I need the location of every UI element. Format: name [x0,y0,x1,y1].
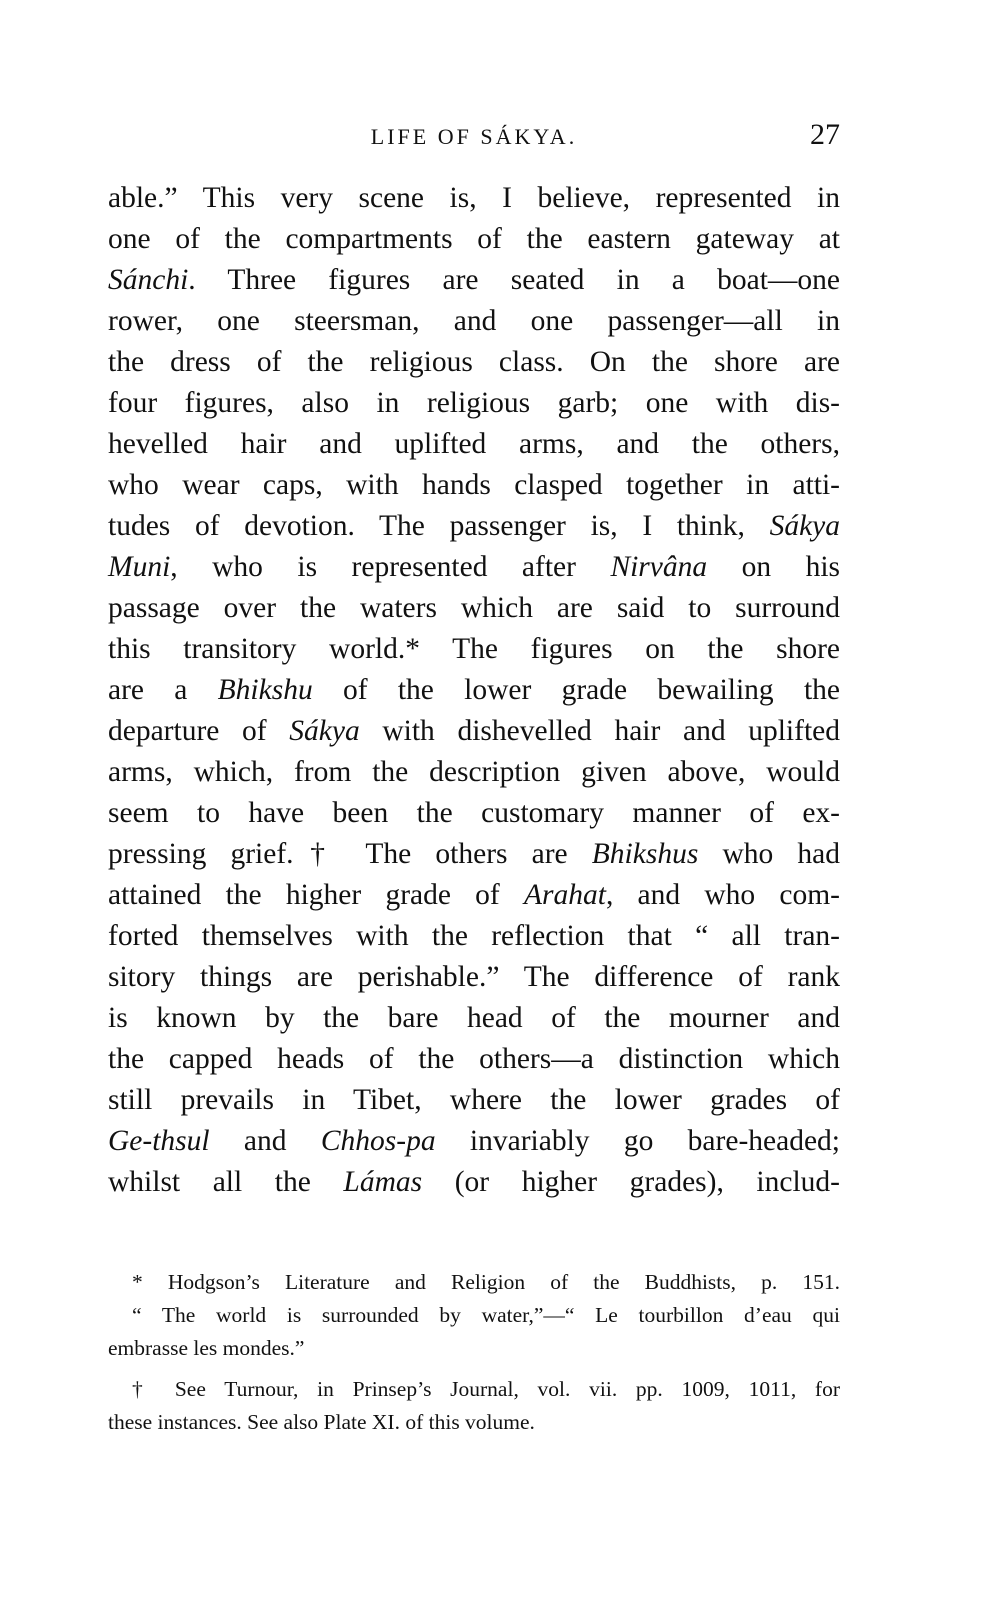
text-line: seem to have been the customary manner of ex- [108,797,840,829]
footnote-line: * Hodgson’s Literature and Religion of the Buddhists, p. 151. [132,1270,840,1294]
text-line: pressing grief.† The others are Bhikshus who had [108,838,840,870]
footnotes [108,1266,840,1439]
text-line: the capped heads of the others—a distinction which [108,1043,840,1075]
footnote-line: embrasse les mondes.” [108,1336,305,1360]
text-line: rower, one steersman, and one passenger—all in [108,305,840,337]
text-line: is known by the bare head of the mourner and [108,1002,840,1034]
page-number: 27 [810,118,840,151]
text-line: departure of Sákya with dishevelled hair and uplifted [108,715,840,747]
body-text [108,178,840,1203]
running-head [108,118,840,158]
text-line: still prevails in Tibet, where the lower grades of [108,1084,840,1116]
footnote-line: “ The world is surrounded by water,”—“ Le tourbillon d’eau qui [132,1303,840,1327]
text-line: four figures, also in religious garb; one with dis- [108,387,840,419]
text-line: this transitory world.* The figures on the shore [108,633,840,665]
text-line: Muni, who is represented after Nirvâna on his [108,551,840,583]
running-title: LIFE OF SÁKYA. [370,124,578,149]
text-line: who wear caps, with hands clasped together in atti- [108,469,840,501]
text-line: passage over the waters which are said to surround [108,592,840,624]
text-line: arms, which, from the description given above, would [108,756,840,788]
text-line: one of the compartments of the eastern gateway at [108,223,840,255]
text-line: tudes of devotion. The passenger is, I think, Sákya [108,510,840,542]
text-line: whilst all the Lámas (or higher grades), includ- [108,1166,840,1198]
text-line: Ge-thsul and Chhos-pa invariably go bare-headed; [108,1125,840,1157]
text-line: hevelled hair and uplifted arms, and the others, [108,428,840,460]
footnote-line: † See Turnour, in Prinsep’s Journal, vol. vii. pp. 1009, 1011, for [132,1377,840,1401]
text-line: forted themselves with the reflection that “ all tran- [108,920,840,952]
text-line: able.” This very scene is, I believe, represented in [108,182,840,214]
footnote-line: these instances. See also Plate XI. of this volume. [108,1410,535,1434]
text-line: Sánchi. Three figures are seated in a boat—one [108,264,840,296]
text-line: the dress of the religious class. On the shore are [108,346,840,378]
text-line: attained the higher grade of Arahat, and who com- [108,879,840,911]
text-line: are a Bhikshu of the lower grade bewailing the [108,674,840,706]
text-line: sitory things are perishable.” The difference of rank [108,961,840,993]
